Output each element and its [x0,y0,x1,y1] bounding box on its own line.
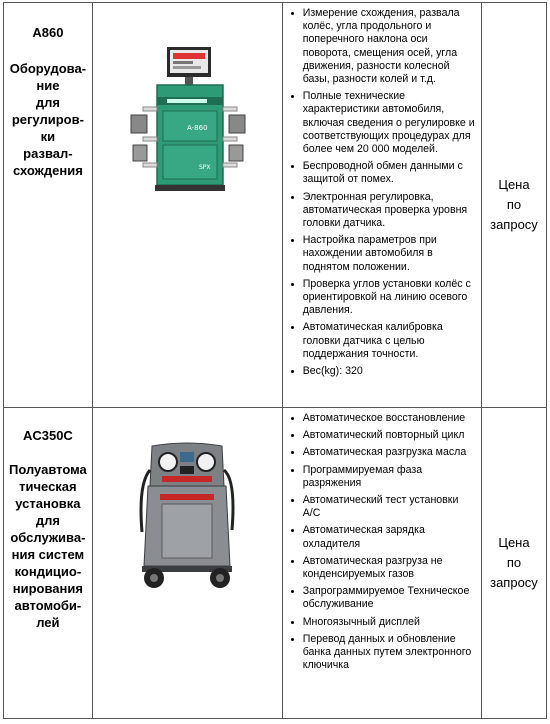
product-image-cell [92,3,282,408]
feature-item: • Беспроводной обмен данными с защитой от помех. [303,160,477,186]
price-cell [481,3,546,408]
feature-item: • Программируемая фаза разряжения [303,464,477,490]
feature-item: • Многоязычный дисплей [303,616,477,629]
feature-list [283,7,481,378]
feature-item: • Автоматический тест установки A/C [303,494,477,520]
title-line: автомоби- [14,598,82,613]
product-name-cell [4,3,93,408]
feature-item: • Автоматическая разгруза не конденсируемых газов [303,555,477,581]
product-row-a860 [4,3,547,408]
feature-item: • Автоматическое восстановление [303,412,477,425]
title-line: ния систем [11,547,85,562]
price-line: запросу [490,217,538,232]
price-line: по [506,197,522,212]
title-line: развал- [23,146,73,161]
price-line: по [506,555,522,570]
features-cell [282,408,481,719]
wheel-aligner-machine-icon [117,45,257,195]
feature-list [283,412,481,672]
product-title [4,60,92,179]
title-line: нирования [12,581,83,596]
feature-item: • Вес(kg): 320 [303,365,477,378]
feature-item: • Автоматическая зарядка охладителя [303,524,477,550]
product-image-cell [92,408,282,719]
model-code: A860 [32,25,64,40]
feature-item: • Электронная регулировка, автоматическая проверка уровня головки датчика. [303,191,477,231]
price-line: запросу [490,575,538,590]
feature-item: • Автоматический повторный цикл [303,429,477,442]
product-table [3,2,547,719]
feature-item: • Автоматическая калибровка головки датчика с целью поддержания точности. [303,321,477,361]
feature-item: • Полные технические характеристики автомобиля, включая сведения о регулировке и соответствующих процедурах для более чем 20 000 моделей. [303,90,477,156]
product-title [4,461,92,631]
title-line: для [35,95,60,110]
price-line: Цена [498,177,530,192]
model-code: AC350C [22,428,73,443]
svg-text:A-860: A-860 [187,124,208,132]
feature-item: • Автоматическая разгрузка масла [303,446,477,459]
title-line: лей [36,615,60,630]
price-cell [481,408,546,719]
price-line: Цена [498,535,530,550]
title-line: ки [40,129,56,144]
title-line: для [35,513,60,528]
title-line: обслужива- [10,530,86,545]
feature-item: • Настройка параметров при нахождении автомобиля в поднятом положении. [303,234,477,274]
price-label [482,175,546,235]
title-line: тическая [19,479,77,494]
product-name-cell [4,408,93,719]
title-line: регулиров- [11,112,84,127]
svg-text:SPX: SPX [199,164,211,171]
feature-item: • Перевод данных и обновление банка данных путем электронного ключичка [303,633,477,673]
title-line: схождения [12,163,83,178]
ac-service-station-icon [132,440,242,590]
feature-item: • Проверка углов установки колёс с ориентировкой на линию осевого давления. [303,278,477,318]
title-line: Оборудова- [9,61,87,76]
title-line: установка [15,496,81,511]
title-line: ние [36,78,60,93]
title-line: кондицио- [14,564,82,579]
product-row-ac350c [4,408,547,719]
price-label [482,533,546,593]
feature-item: • Запрограммируемое Техническое обслуживание [303,585,477,611]
title-line: Полуавтома [8,462,87,477]
feature-item: • Измерение схождения, развала колёс, угла продольного и поперечного наклона оси поворота, смещения осей, угла движения, разности колесной базы, разности колей и т.д. [303,7,477,86]
features-cell [282,3,481,408]
